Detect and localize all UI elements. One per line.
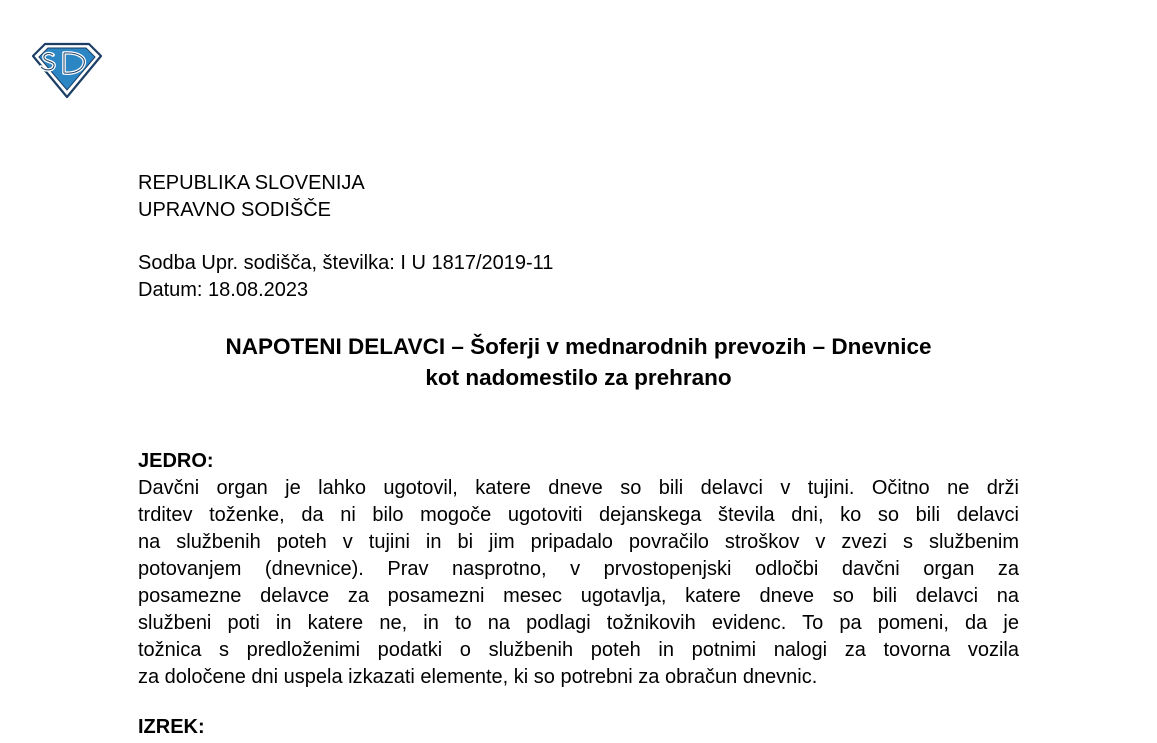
court-line-republic: REPUBLIKA SLOVENIJA: [138, 172, 365, 194]
jedro-line: Davčni organ je lahko ugotovil, katere dneve so bili delavci v tujini. Očitno ne drži: [138, 477, 1019, 499]
court-heading: [138, 170, 365, 224]
sd-diamond-logo-icon: [31, 40, 103, 100]
case-date-line: Datum: 18.08.2023: [138, 279, 309, 301]
jedro-line: tožnica s predloženimi podatki o službenih poteh in potnimi nalogi za tovorna vozila: [138, 639, 1019, 661]
jedro-line: na službenih poteh v tujini in bi jim pripadalo povračilo stroškov v zvezi s službenim: [138, 531, 1019, 553]
document-title-line-1: NAPOTENI DELAVCI – Šoferji v mednarodnih prevozih – Dnevnice: [225, 334, 932, 359]
case-number-line: Sodba Upr. sodišča, številka: I U 1817/2019-11: [138, 252, 554, 274]
jedro-label: JEDRO:: [138, 450, 214, 472]
jedro-paragraph: [138, 475, 1019, 691]
court-line-court-name: UPRAVNO SODIŠČE: [138, 199, 331, 221]
document-title: [138, 331, 1019, 393]
document-title-line-2: kot nadomestilo za prehrano: [425, 365, 732, 390]
jedro-line: potovanjem (dnevnice). Prav nasprotno, v prvostopenjski odločbi davčni organ za: [138, 558, 1019, 580]
izrek-label: IZREK:: [138, 716, 205, 738]
jedro-line: trditev toženke, da ni bilo mogoče ugotoviti dejanskega števila dni, ko so bili delavci: [138, 504, 1019, 526]
jedro-line: službeni poti in katere ne, in to na podlagi tožnikovih evidenc. To pa pomeni, da je: [138, 612, 1019, 634]
jedro-line: za določene dni uspela izkazati elemente, ki so potrebni za obračun dnevnic.: [138, 666, 818, 688]
case-reference: [138, 250, 553, 304]
jedro-line: posamezne delavce za posamezni mesec ugotavlja, katere dneve so bili delavci na: [138, 585, 1019, 607]
